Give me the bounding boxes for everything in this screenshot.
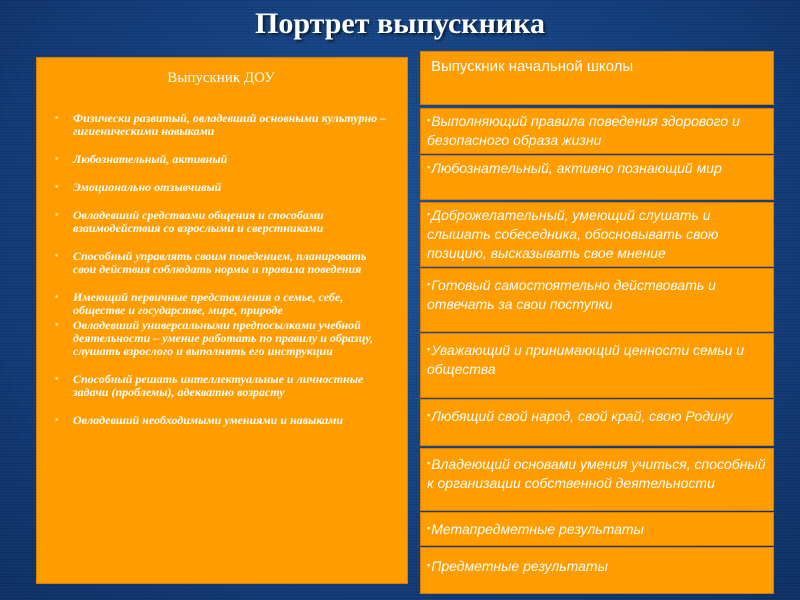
preschool-trait-item: • Овладевший средствами общения и способами взаимодействия со взрослыми и сверстниками: [55, 208, 324, 235]
preschool-trait-item: • Овладевший универсальными предпосылками учебной деятельности – умение работать по правилу и образцу, слушать взрослого и выполнять его инструкции: [55, 318, 374, 358]
meta-subject-results-cell: ▪Метапредметные результаты: [420, 512, 774, 546]
preschool-trait-item: • Любознательный, активный: [55, 152, 228, 166]
preschool-trait-item: • Физически развитый, овладевший основными культурно – гигиеническими навыками: [55, 111, 387, 138]
preschool-trait-item: • Способный управлять своим поведением, планировать свои действия соблюдать нормы и правила поведения: [55, 249, 367, 276]
primary-trait-cell: ▪Готовый самостоятельно действовать и отвечать за свои поступки: [420, 268, 774, 332]
bullet-icon: ▪: [427, 344, 431, 354]
primary-trait-cell: ▪Доброжелательный, умеющий слушать и слышать собеседника, обосновывать свою позицию, высказывать свое мнение: [420, 202, 774, 267]
primary-trait-cell: ▪Владеющий основами умения учиться, способный к организации собственной деятельности: [420, 448, 774, 511]
primary-graduate-heading-box: [420, 51, 774, 105]
preschool-trait-item: • Способный решать интеллектуальные и личностные задачи (проблемы), адекватно возрасту: [55, 372, 364, 399]
bullet-icon: ▪: [427, 458, 431, 468]
preschool-trait-item: • Имеющий первичные представления о семье, себе, обществе и государстве, мире, природе: [55, 290, 344, 317]
bullet-icon: ▪: [427, 115, 431, 125]
primary-trait-cell: ▪Уважающий и принимающий ценности семьи и общества: [420, 333, 774, 398]
bullet-icon: ▪: [427, 279, 431, 289]
slide-title: Портрет выпускника: [255, 7, 545, 40]
bullet-icon: •: [55, 320, 59, 331]
bullet-icon: •: [55, 113, 59, 124]
bullet-icon: •: [55, 182, 59, 193]
primary-trait-cell: ▪Любознательный, активно познающий мир: [420, 155, 774, 200]
primary-graduate-heading: Выпускник начальной школы: [431, 58, 634, 75]
preschool-graduate-panel: [36, 57, 408, 584]
preschool-trait-item: • Эмоционально отзывчивый: [55, 180, 222, 194]
bullet-icon: •: [55, 374, 59, 385]
preschool-trait-item: • Овладевший необходимыми умениями и навыками: [55, 413, 344, 427]
primary-trait-cell: ▪Выполняющий правила поведения здорового и безопасного образа жизни: [420, 108, 774, 154]
bullet-icon: •: [55, 251, 59, 262]
bullet-icon: •: [55, 415, 59, 426]
primary-trait-cell: ▪Любящий свой народ, свой край, свою Родину: [420, 399, 774, 446]
bullet-icon: •: [55, 292, 59, 303]
subject-results-cell: ▪Предметные результаты: [420, 547, 774, 594]
bullet-icon: ▪: [427, 523, 431, 533]
bullet-icon: •: [55, 210, 59, 221]
bullet-icon: ▪: [427, 410, 431, 420]
bullet-icon: •: [55, 154, 59, 165]
bullet-icon: ▪: [427, 162, 431, 172]
bullet-icon: ▪: [427, 209, 431, 219]
bullet-icon: ▪: [427, 560, 431, 570]
preschool-graduate-heading: Выпускник ДОУ: [167, 70, 275, 86]
